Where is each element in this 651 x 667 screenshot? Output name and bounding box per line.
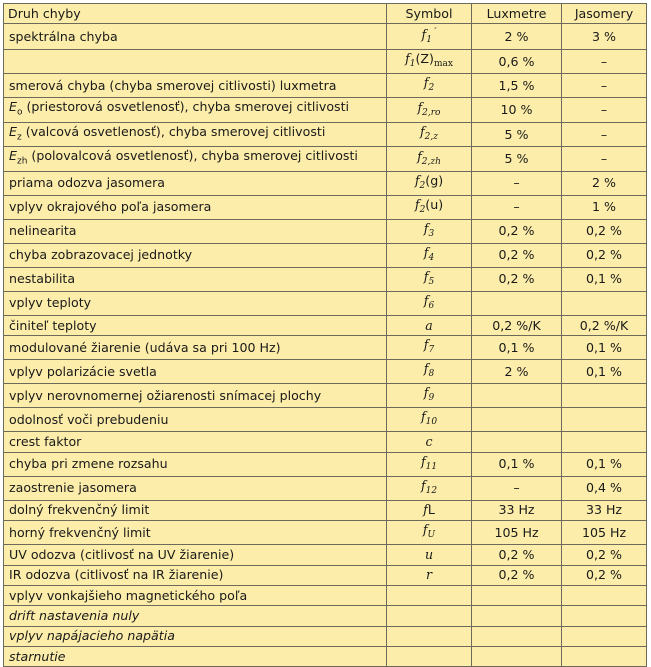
error-type-cell: IR odozva (citlivosť na IR žiarenie) xyxy=(4,565,387,585)
error-type-cell: vplyv okrajového poľa jasomera xyxy=(4,195,387,219)
table-header-row xyxy=(4,4,647,24)
luminance-meter-value-cell xyxy=(562,626,647,646)
symbol-cell xyxy=(387,606,472,626)
symbol-cell: $f_U$ xyxy=(387,521,472,545)
table-row xyxy=(4,585,647,605)
table-row xyxy=(4,626,647,646)
error-type-cell: chyba pri zmene rozsahu xyxy=(4,452,387,476)
symbol-cell: $f_5$ xyxy=(387,267,472,291)
luxmeter-value-cell xyxy=(472,432,562,452)
symbol-cell: $f_{2,ro}$ xyxy=(387,98,472,123)
luminance-meter-value-cell: 0,2 % xyxy=(562,545,647,565)
table-row xyxy=(4,545,647,565)
table-row xyxy=(4,219,647,243)
luxmeter-value-cell: 0,2 % xyxy=(472,565,562,585)
symbol-cell: a xyxy=(387,315,472,335)
error-type-cell: vplyv nerovnomernej ožiarenosti snímacej plochy xyxy=(4,384,387,408)
luxmeter-value-cell: – xyxy=(472,171,562,195)
table-row xyxy=(4,384,647,408)
luxmeter-value-cell: 10 % xyxy=(472,98,562,123)
error-type-cell: činiteľ teploty xyxy=(4,315,387,335)
header-error-type: Druh chyby xyxy=(4,4,387,24)
luminance-meter-value-cell: 0,2 % xyxy=(562,243,647,267)
error-type-cell xyxy=(4,50,387,74)
error-type-cell: vplyv napájacieho napätia xyxy=(4,626,387,646)
luminance-meter-value-cell: 0,1 % xyxy=(562,452,647,476)
luminance-meter-value-cell: 0,1 % xyxy=(562,360,647,384)
luxmeter-value-cell: 0,6 % xyxy=(472,50,562,74)
symbol-cell: $f_{2,zh}$ xyxy=(387,147,472,172)
error-type-cell: modulované žiarenie (udáva sa pri 100 Hz) xyxy=(4,336,387,360)
error-type-cell: starnutie xyxy=(4,647,387,667)
luxmeter-value-cell: 2 % xyxy=(472,24,562,50)
table-row xyxy=(4,122,647,147)
table-row xyxy=(4,336,647,360)
error-type-cell: vplyv polarizácie svetla xyxy=(4,360,387,384)
luminance-meter-value-cell: 2 % xyxy=(562,171,647,195)
luxmeter-value-cell: – xyxy=(472,195,562,219)
error-type-cell: nelinearita xyxy=(4,219,387,243)
error-type-cell: spektrálna chyba xyxy=(4,24,387,50)
luminance-meter-value-cell: 3 % xyxy=(562,24,647,50)
luxmeter-value-cell xyxy=(472,585,562,605)
luminance-meter-value-cell xyxy=(562,585,647,605)
error-type-cell: nestabilita xyxy=(4,267,387,291)
luminance-meter-value-cell: 0,1 % xyxy=(562,336,647,360)
table-row xyxy=(4,243,647,267)
error-type-cell: dolný frekvenčný limit xyxy=(4,500,387,520)
symbol-cell: $f_7$ xyxy=(387,336,472,360)
luminance-meter-value-cell: 1 % xyxy=(562,195,647,219)
table-row xyxy=(4,606,647,626)
luminance-meter-value-cell xyxy=(562,291,647,315)
luxmeter-value-cell xyxy=(472,408,562,432)
error-type-cell: $E_o$ (priestorová osvetlenosť), chyba smerovej citlivosti xyxy=(4,98,387,123)
symbol-cell xyxy=(387,585,472,605)
luminance-meter-value-cell: 0,2 % xyxy=(562,219,647,243)
luminance-meter-value-cell: 105 Hz xyxy=(562,521,647,545)
error-type-cell: UV odozva (citlivosť na UV žiarenie) xyxy=(4,545,387,565)
luminance-meter-value-cell xyxy=(562,384,647,408)
error-type-cell: $E_z$ (valcová osvetlenosť), chyba smerovej citlivosti xyxy=(4,122,387,147)
error-type-cell: vplyv teploty xyxy=(4,291,387,315)
luxmeter-value-cell xyxy=(472,626,562,646)
symbol-cell: $f_{12}$ xyxy=(387,476,472,500)
symbol-cell: $f_6$ xyxy=(387,291,472,315)
symbol-cell: $f_2$ xyxy=(387,74,472,98)
table-row xyxy=(4,521,647,545)
luminance-meter-value-cell: 33 Hz xyxy=(562,500,647,520)
table-row xyxy=(4,647,647,667)
table-row xyxy=(4,476,647,500)
table-body xyxy=(4,24,647,667)
table-row xyxy=(4,360,647,384)
luxmeter-value-cell xyxy=(472,647,562,667)
luxmeter-value-cell: – xyxy=(472,476,562,500)
header-symbol: Symbol xyxy=(387,4,472,24)
symbol-cell: $f_3$ xyxy=(387,219,472,243)
luxmeter-value-cell xyxy=(472,384,562,408)
error-table xyxy=(3,3,647,667)
luxmeter-value-cell: 0,2 % xyxy=(472,267,562,291)
symbol-cell: $f_2(u)$ xyxy=(387,195,472,219)
symbol-cell: $f_4$ xyxy=(387,243,472,267)
luxmeter-value-cell: 0,2 % xyxy=(472,545,562,565)
table-row xyxy=(4,98,647,123)
error-type-cell: chyba zobrazovacej jednotky xyxy=(4,243,387,267)
table-row xyxy=(4,171,647,195)
table-row xyxy=(4,452,647,476)
symbol-cell xyxy=(387,626,472,646)
table-row xyxy=(4,267,647,291)
luminance-meter-value-cell xyxy=(562,606,647,626)
symbol-cell: fL xyxy=(387,500,472,520)
symbol-cell: c xyxy=(387,432,472,452)
luxmeter-value-cell: 0,2 %/K xyxy=(472,315,562,335)
table-row xyxy=(4,408,647,432)
luminance-meter-value-cell: 0,4 % xyxy=(562,476,647,500)
error-type-cell: horný frekvenčný limit xyxy=(4,521,387,545)
symbol-cell: $f_1(Z)_{max}$ xyxy=(387,50,472,74)
error-type-cell: priama odozva jasomera xyxy=(4,171,387,195)
symbol-cell: u xyxy=(387,545,472,565)
luxmeter-value-cell: 5 % xyxy=(472,147,562,172)
table-row xyxy=(4,147,647,172)
table-row xyxy=(4,500,647,520)
symbol-cell: $f_9$ xyxy=(387,384,472,408)
luxmeter-value-cell: 0,1 % xyxy=(472,452,562,476)
luxmeter-value-cell: 105 Hz xyxy=(472,521,562,545)
symbol-cell xyxy=(387,647,472,667)
luxmeter-value-cell xyxy=(472,291,562,315)
error-table-container xyxy=(3,3,646,667)
luxmeter-value-cell xyxy=(472,606,562,626)
luminance-meter-value-cell: 0,2 %/K xyxy=(562,315,647,335)
error-type-cell: $E_{zh}$ (polovalcová osvetlenosť), chyba smerovej citlivosti xyxy=(4,147,387,172)
error-type-cell: zaostrenie jasomera xyxy=(4,476,387,500)
symbol-cell: $f_{10}$ xyxy=(387,408,472,432)
luminance-meter-value-cell xyxy=(562,647,647,667)
luxmeter-value-cell: 33 Hz xyxy=(472,500,562,520)
error-type-cell: vplyv vonkajšieho magnetického poľa xyxy=(4,585,387,605)
error-type-cell: crest faktor xyxy=(4,432,387,452)
error-type-cell: odolnosť voči prebudeniu xyxy=(4,408,387,432)
luminance-meter-value-cell: – xyxy=(562,50,647,74)
luminance-meter-value-cell xyxy=(562,408,647,432)
table-row xyxy=(4,291,647,315)
luxmeter-value-cell: 0,1 % xyxy=(472,336,562,360)
luminance-meter-value-cell xyxy=(562,432,647,452)
luminance-meter-value-cell: – xyxy=(562,74,647,98)
error-type-cell: drift nastavenia nuly xyxy=(4,606,387,626)
luminance-meter-value-cell: – xyxy=(562,122,647,147)
symbol-cell: $f_{11}$ xyxy=(387,452,472,476)
luxmeter-value-cell: 0,2 % xyxy=(472,243,562,267)
table-row xyxy=(4,24,647,50)
luxmeter-value-cell: 5 % xyxy=(472,122,562,147)
table-row xyxy=(4,565,647,585)
header-luxmeters: Luxmetre xyxy=(472,4,562,24)
error-type-cell: smerová chyba (chyba smerovej citlivosti) luxmetra xyxy=(4,74,387,98)
luminance-meter-value-cell: – xyxy=(562,147,647,172)
table-row xyxy=(4,50,647,74)
table-row xyxy=(4,195,647,219)
table-row xyxy=(4,74,647,98)
table-row xyxy=(4,315,647,335)
luxmeter-value-cell: 0,2 % xyxy=(472,219,562,243)
luminance-meter-value-cell: – xyxy=(562,98,647,123)
header-luminance-meters: Jasomery xyxy=(562,4,647,24)
luxmeter-value-cell: 1,5 % xyxy=(472,74,562,98)
luxmeter-value-cell: 2 % xyxy=(472,360,562,384)
luminance-meter-value-cell: 0,1 % xyxy=(562,267,647,291)
table-row xyxy=(4,432,647,452)
symbol-cell: $f_1^´$ xyxy=(387,24,472,50)
symbol-cell: $f_8$ xyxy=(387,360,472,384)
symbol-cell: r xyxy=(387,565,472,585)
luminance-meter-value-cell: 0,2 % xyxy=(562,565,647,585)
symbol-cell: $f_{2,z}$ xyxy=(387,122,472,147)
symbol-cell: $f_2(g)$ xyxy=(387,171,472,195)
